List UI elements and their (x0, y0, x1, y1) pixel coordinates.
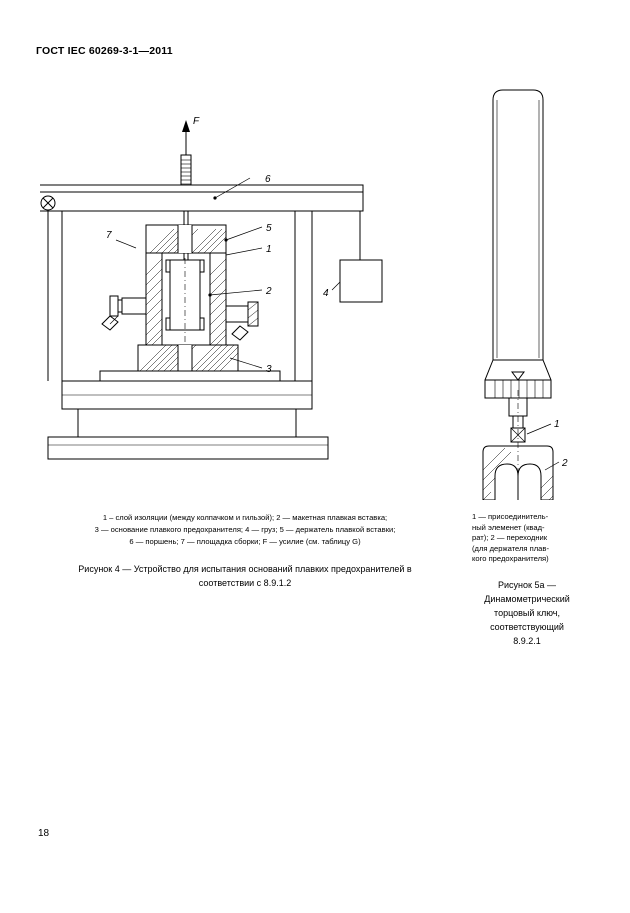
callout-5a-1: 1 (554, 419, 560, 430)
page-number: 18 (38, 828, 50, 839)
figure-5a-legend-line-5: кого предохранителя) (472, 554, 549, 563)
figure-4-legend-line-2: 3 — основание плавкого предохранителя; 4 — груз; 5 — держатель плавкой вставки; (94, 525, 396, 534)
figure-5a-legend (472, 512, 582, 565)
callout-2: 2 (266, 286, 272, 297)
callout-F: F (193, 116, 200, 127)
callout-6: 6 (265, 174, 271, 185)
figure-5a-illustration (455, 80, 595, 500)
figure-5a-caption-line-4: соответствующий (490, 622, 564, 632)
figure-5a-legend-line-3: рат); 2 — переходник (472, 533, 548, 542)
callout-5a-2: 2 (562, 458, 568, 469)
figure-4-svg (40, 100, 440, 500)
figure-4-caption-line-2: соответствии с 8.9.1.2 (198, 578, 292, 588)
figure-5a-caption-line-5: 8.9.2.1 (513, 636, 541, 646)
figure-5a-caption-line-1: Рисунок 5a — (498, 580, 556, 590)
figure-5a-caption-line-3: торцовый ключ, (494, 608, 560, 618)
figure-5a-legend-line-2: ный элеменет (квад- (472, 522, 545, 532)
figure-5a-caption-line-2: Динамометрический (484, 594, 570, 604)
figure-4-caption (55, 562, 435, 590)
callout-7: 7 (106, 230, 112, 241)
callout-3: 3 (266, 364, 272, 375)
figure-4-legend-line-1: 1 – слой изоляции (между колпачком и гильзой); 2 — макетная плавкая вставка; (102, 513, 388, 522)
figure-5a-legend-line-1: 1 — присоединитель- (472, 512, 549, 521)
figure-4-illustration (40, 100, 440, 500)
callout-4: 4 (323, 288, 329, 299)
figure-5a-legend-line-4: (для держателя плав- (472, 543, 549, 553)
callout-5: 5 (266, 223, 272, 234)
callout-1: 1 (266, 244, 272, 255)
standard-designation: ГОСТ IEC 60269-3-1—2011 (36, 45, 173, 57)
figure-4-legend (55, 512, 435, 548)
figure-5a-caption (462, 578, 592, 648)
figure-5a-svg (455, 80, 595, 500)
figure-4-caption-line-1: Рисунок 4 — Устройство для испытания оснований плавких предохранителей в (78, 564, 412, 574)
figure-4-legend-line-3: 6 — поршень; 7 — площадка сборки; F — усилие (см. таблицу G) (129, 537, 361, 546)
